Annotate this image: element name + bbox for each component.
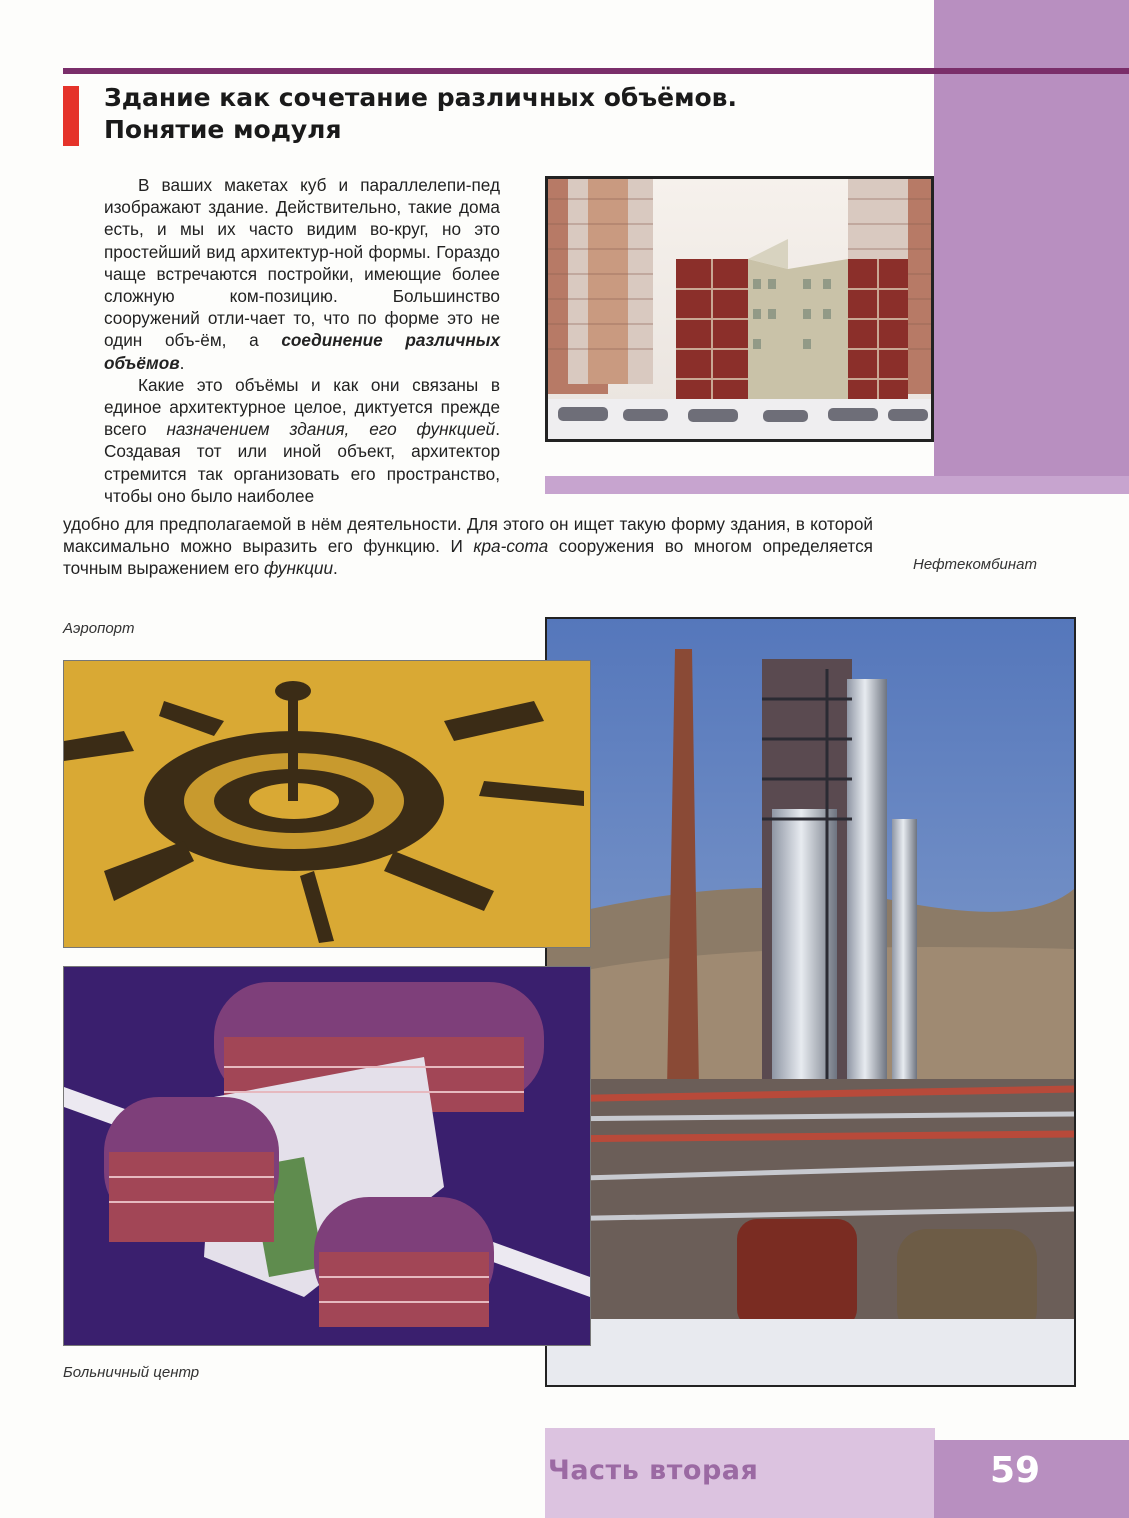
paragraph-2: Какие это объёмы и как они связаны в единое архитектурное целое, диктуется прежде всего назначением здания, его функцией. Создавая тот или иной объект, архитектор стремится так организовать его пространство, чтобы оно было наиболее [104,374,500,506]
text-column [104,174,500,507]
page-title [104,82,904,146]
header-rule [63,68,1129,74]
caption-airport: Аэропорт [63,620,135,637]
refinery-photo [545,617,1076,1387]
heading-marker [63,86,79,146]
emphasis-italic: назначением здания, его функцией [166,419,496,440]
residential-photo-image [548,179,931,439]
refinery-photo-image [547,619,1074,1385]
text-continuation: удобно для предполагаемой в нём деятельности. Для этого он ищет такую форму здания, в которой максимально можно выразить его функцию. И кра-сота сооружения во многом определяется точным выражением его функции. [63,514,873,579]
paragraph-1: В ваших макетах куб и параллелепи-пед изображают здание. Действительно, такие дома есть, и мы их часто видим во-круг, но это простейший вид архитектур-ной формы. Гораздо чаще встречаются постройки, имеющие более сложную ком-позицию. Большинство сооружений отли-чает то, что по форме это не один объ-ём, а соединение различных объёмов. [104,175,501,373]
emphasis-bold: соединение различных объёмов [104,330,501,373]
caption-refinery: Нефтекомбинат [913,556,1037,573]
hospital-photo [63,966,591,1346]
corner-panel [934,0,1129,68]
caption-hospital: Больничный центр [63,1364,200,1381]
photo-underline-panel [545,476,1129,494]
section-label: Часть вторая [548,1455,759,1486]
page-number: 59 [990,1450,1041,1491]
title-line-1: Здание как сочетание различных объёмов. [104,83,737,112]
title-line-2: Понятие модуля [104,115,342,144]
side-panel [934,68,1129,476]
residential-photo [545,176,934,442]
hospital-photo-image [64,967,590,1345]
airport-photo [63,660,591,948]
airport-photo-image [64,661,590,947]
